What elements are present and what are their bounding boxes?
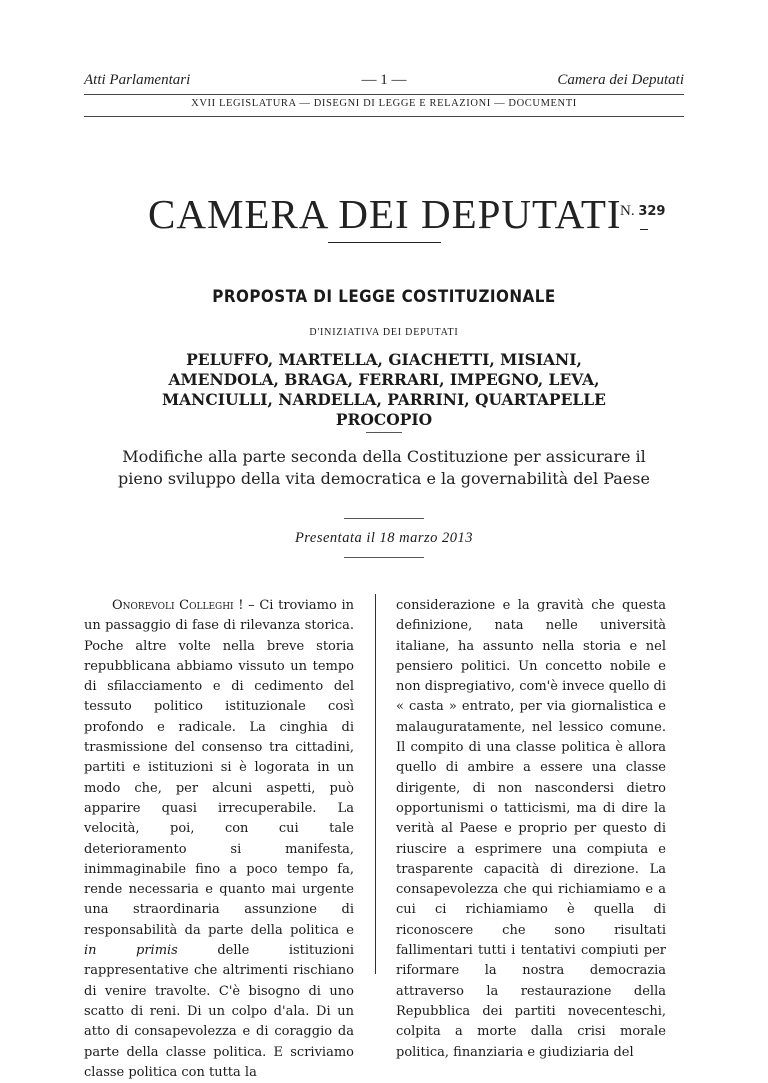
salutation: Onorevoli Colleghi !: [112, 598, 244, 613]
header-right: Camera dei Deputati: [557, 72, 684, 88]
page-number: — 1 —: [361, 72, 407, 88]
left-column-text-end: delle istituzioni rappresentative che altrimenti rischiano di venire travolte. C'è bisogno di uno scatto di reni. Di un colpo d'ala. Di un atto di consapevolezza e di coraggio da parte della classe politica. E scriviamo classe politica con tutta la: [84, 943, 355, 1080]
column-divider: [375, 594, 376, 974]
body-right-column: [396, 596, 666, 1063]
proposal-deputies: PELUFFO, MARTELLA, GIACHETTI, MISIANI, AMENDOLA, BRAGA, FERRARI, IMPEGNO, LEVA, MANCIULLI, NARDELLA, PARRINI, QUARTAPELLE PROCOPIO: [162, 350, 606, 429]
header-rule-bottom: [84, 116, 684, 117]
presented-rule-bottom: [344, 557, 424, 558]
proposal-type: PROPOSTA DI LEGGE COSTITUZIONALE: [212, 287, 556, 306]
left-column-text: – Ci troviamo in un passaggio di fase di rilevanza storica. Poche altre volte nella breve storia repubblicana abbiamo vissuto un tempo di sfilacciamento e di cedimento del tessuto politico istituzionale così profondo e radicale. La cinghia di trasmissione del consenso tra cittadini, partiti e istituzioni si è logorata in un modo che, per alcuni aspetti, può apparire quasi irrecuperabile. La velocità, poi, con cui tale deterioramento si manifesta, inimmaginabile fino a poco tempo fa, rende necessaria e quanto mai urgente una straordinaria assunzione di responsabilità da parte della politica e: [84, 598, 354, 938]
presented-date: Presentata il 18 marzo 2013: [294, 530, 474, 546]
body-left-column: [84, 596, 354, 1083]
document-number: [620, 203, 665, 220]
presented-rule-top: [344, 518, 424, 519]
header-subtitle: XVII LEGISLATURA — DISEGNI DI LEGGE E RELAZIONI — DOCUMENTI: [191, 98, 577, 109]
deputies-rule: [366, 432, 402, 433]
document-number-value: 329: [638, 204, 666, 219]
document-number-rule: [640, 229, 648, 230]
masthead-underline: [328, 242, 441, 243]
header-rule-top: [84, 94, 684, 95]
right-column-text: considerazione e la gravità che questa definizione, nata nelle università italiane, ha assunto nella storia e nel pensiero politici. Un concetto nobile e non dispregiativo, com'è invece quello di « casta » entrato, per via giornalistica e malauguratamente, nel lessico comune. Il compito di una classe politica è allora quello di ambire a essere una classe dirigente, di non nascondersi dietro opportunismi o tatticismi, ma di dire la verità al Paese e proprio per questo di riuscire a esprimere una compiuta e trasparente capacità di direzione. La consapevolezza che qui richiamiamo e a cui ci richiamiamo è quella di riconoscere che sono risultati fallimentari tutti i tentativi compiuti per riformare la nostra democrazia attraverso la restaurazione della Repubblica dei partiti novecenteschi, colpita a morte dalla crisi morale politica, finanziaria e giudiziaria del: [396, 598, 666, 1060]
header-left: Atti Parlamentari: [84, 72, 191, 88]
document-number-prefix: N.: [620, 203, 635, 219]
proposal-initiative: D'INIZIATIVA DEI DEPUTATI: [309, 327, 459, 338]
masthead-title: CAMERA DEI DEPUTATI: [148, 191, 622, 237]
proposal-title: Modifiche alla parte seconda della Costituzione per assicurare il pieno sviluppo della vita democratica e la governabilità del Paese: [118, 447, 650, 488]
left-column-italic: in primis: [84, 943, 178, 959]
